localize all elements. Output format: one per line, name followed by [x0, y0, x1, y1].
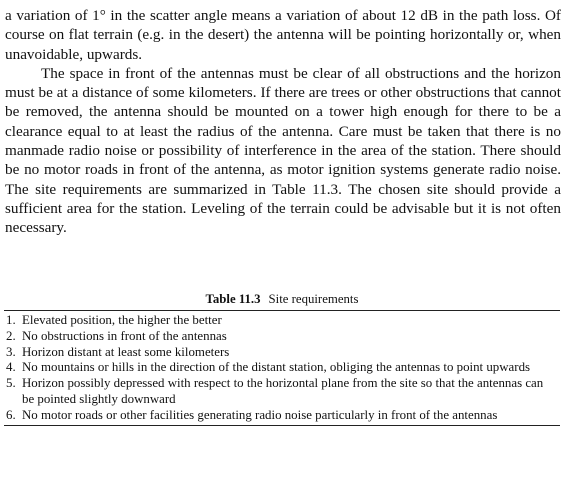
table-number: Table 11.3 [205, 292, 261, 306]
list-item [4, 345, 560, 361]
list-item [4, 408, 560, 424]
item-text: No mountains or hills in the direction of the distant station, obliging the antennas to point upwards [22, 360, 531, 375]
item-number: 5. [6, 376, 16, 391]
item-number: 6. [6, 407, 16, 422]
table-title: Site requirements [268, 292, 359, 306]
item-text: Horizon distant at least some kilometers [22, 344, 230, 359]
list-item [4, 313, 560, 329]
requirements-list [4, 313, 560, 424]
item-text: No motor roads or other facilities generating radio noise particularly in front of the antennas [22, 407, 498, 422]
table-caption [4, 291, 560, 307]
item-number: 4. [6, 360, 16, 375]
item-number: 2. [6, 328, 16, 343]
list-item [4, 360, 560, 376]
paragraph-continuation: a variation of 1° in the scatter angle means a variation of about 12 dB in the path loss. Of course on flat terrain (e.g. in the desert) the antenna will be pointing horizontally or, when unavoidable, upwards. [5, 7, 561, 63]
item-text: Horizon possibly depressed with respect to the horizontal plane from the site so that the antennas can be pointed slightly downward [22, 376, 544, 406]
item-text: No obstructions in front of the antennas [22, 328, 227, 343]
item-number: 3. [6, 344, 16, 359]
item-text: Elevated position, the higher the better [22, 313, 222, 327]
body-text [5, 6, 561, 238]
paragraph-site-clearance: The space in front of the antennas must be clear of all obstructions and the horizon must be at a distance of some kilometers. If there are trees or other obstructions that cannot be removed, the antenna should be mounted on a tower high enough for there to be a clearance equal to at least the radius of the antenna. Care must be taken that there is no manmade radio noise or possibility of interference in the area of the station. There should be no motor roads in front of the antenna, as motor ignition systems generate radio noise. The site requirements are summarized in Table 11.3. The chosen site should provide a sufficient area for the station. Leveling of the terrain could be advisable but it is not often necessary. [5, 64, 561, 237]
list-item [4, 376, 560, 408]
item-number: 1. [6, 313, 16, 327]
list-item [4, 329, 560, 345]
site-requirements-table [4, 291, 560, 426]
table-top-rule [4, 310, 560, 311]
table-bottom-rule [4, 425, 560, 426]
